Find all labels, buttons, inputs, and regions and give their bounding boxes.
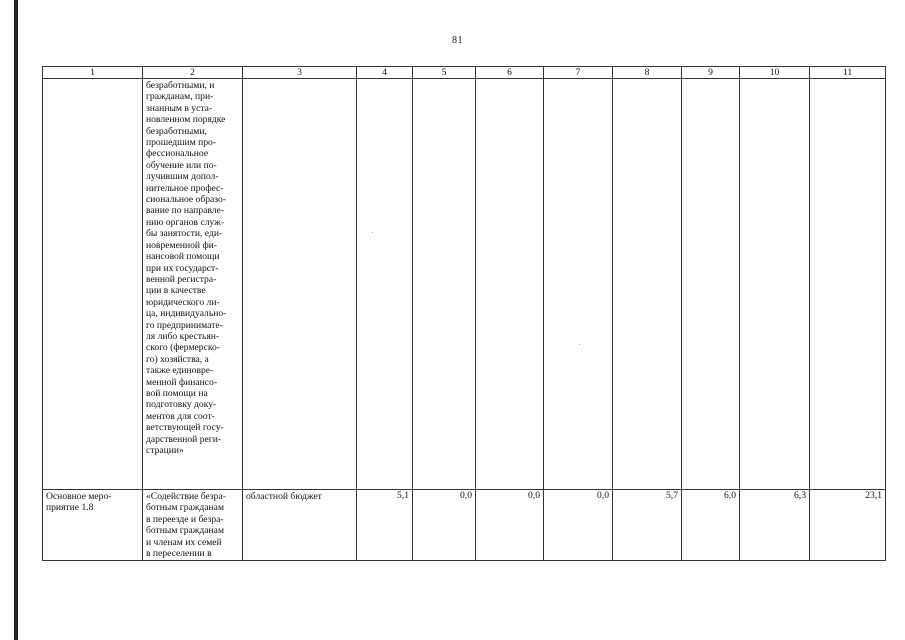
scan-speck xyxy=(372,232,373,233)
page-number: 81 xyxy=(452,35,463,46)
scan-speck xyxy=(579,344,580,345)
col-header-2: 2 xyxy=(143,67,243,79)
cell-value xyxy=(740,79,810,490)
binding-edge xyxy=(14,0,18,640)
col-header-3: 3 xyxy=(243,67,357,79)
cell-description: «Содействие безра- ботным гражданам в переезде и безра- ботным гражданам и членам их семей в переселении в xyxy=(143,490,243,561)
cell-value xyxy=(357,79,413,490)
cell-value xyxy=(413,79,476,490)
cell-value-col8: 5,7 xyxy=(613,490,682,561)
col-header-10: 10 xyxy=(740,67,810,79)
cell-value-col9: 6,0 xyxy=(682,490,740,561)
cell-value-col11: 23,1 xyxy=(810,490,886,561)
program-table xyxy=(42,66,886,561)
col-header-5: 5 xyxy=(413,67,476,79)
col-header-9: 9 xyxy=(682,67,740,79)
cell-funding-source: областной бюджет xyxy=(243,490,357,561)
cell-value-col4: 5,1 xyxy=(357,490,413,561)
col-header-8: 8 xyxy=(613,67,682,79)
cell-value xyxy=(613,79,682,490)
cell-value xyxy=(682,79,740,490)
cell-value xyxy=(544,79,613,490)
col-header-11: 11 xyxy=(810,67,886,79)
cell-value-col5: 0,0 xyxy=(413,490,476,561)
cell-funding-source xyxy=(243,79,357,490)
table-row xyxy=(43,79,886,490)
col-header-6: 6 xyxy=(476,67,544,79)
col-header-1: 1 xyxy=(43,67,143,79)
cell-value-col6: 0,0 xyxy=(476,490,544,561)
col-header-7: 7 xyxy=(544,67,613,79)
cell-value-col7: 0,0 xyxy=(544,490,613,561)
header-row xyxy=(43,67,886,79)
col-header-4: 4 xyxy=(357,67,413,79)
cell-measure-name xyxy=(43,79,143,490)
table-row xyxy=(43,490,886,561)
cell-measure-name: Основное меро- приятие 1.8 xyxy=(43,490,143,561)
cell-value-col10: 6,3 xyxy=(740,490,810,561)
cell-value xyxy=(476,79,544,490)
cell-value xyxy=(810,79,886,490)
cell-description: безработными, и гражданам, при- знанным в уста- новленном порядке безработными, прошедшим про- фессиональное обучение или по- лучившим допол- нительное профес- сиональное образо- вание по направле- нию органов служ- бы занятости, еди- новременной фи- нансовой помощи при их государст- венной регистра- ции в качестве юридического ли- ца, индивидуально- го предпринимате- ля либо крестьян- ского (фермерско- го) хозяйства, а также единовре- менной финансо- вой помощи на подготовку доку- ментов для соот- ветствующей госу- дарственной реги- страции» xyxy=(143,79,243,490)
